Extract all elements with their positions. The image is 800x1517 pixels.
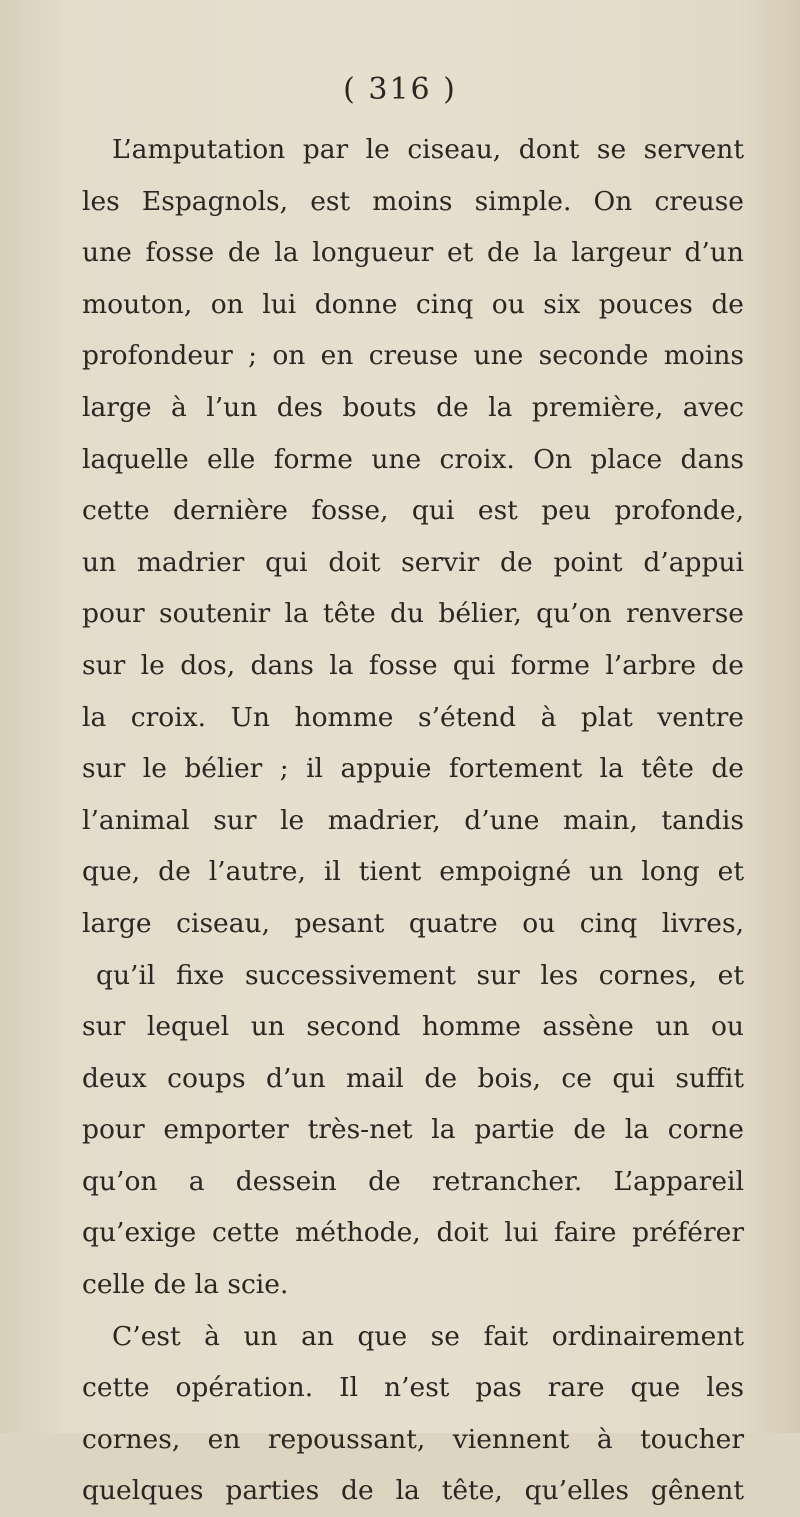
body-text xyxy=(82,124,744,1517)
text-line: cette dernière fosse, qui est peu profonde, xyxy=(82,495,744,527)
text-line: sur le dos, dans la fosse qui forme l’arbre de xyxy=(82,649,744,681)
text-line: cornes, en repoussant, viennent à toucher xyxy=(82,1423,744,1455)
text-line: C’est à un an que se fait ordinairement xyxy=(112,1320,744,1352)
text-line: profondeur ; on en creuse une seconde moins xyxy=(82,340,744,372)
text-line: mouton, on lui donne cinq ou six pouces de xyxy=(82,288,744,320)
text-line: que, de l’autre, il tient empoigné un long et xyxy=(82,856,744,888)
text-line: la croix. Un homme s’étend à plat ventre xyxy=(82,701,744,733)
text-line: pour emporter très-net la partie de la corne xyxy=(82,1114,744,1146)
text-line: large ciseau, pesant quatre ou cinq livres, xyxy=(82,907,744,939)
text-line: quelques parties de la tête, qu’elles gênent xyxy=(82,1475,744,1507)
text-line: une fosse de la longueur et de la largeur d’un xyxy=(82,237,744,269)
text-line: sur lequel un second homme assène un ou xyxy=(82,1011,744,1043)
text-line: large à l’un des bouts de la première, avec xyxy=(82,391,744,423)
text-line: qu’il fixe successivement sur les cornes, et xyxy=(96,959,744,991)
page-number-header: ( 316 ) xyxy=(343,72,457,107)
text-line: laquelle elle forme une croix. On place dans xyxy=(82,443,744,475)
text-line: celle de la scie. xyxy=(82,1269,289,1301)
text-line: cette opération. Il n’est pas rare que les xyxy=(82,1372,744,1404)
text-line: L’amputation par le ciseau, dont se servent xyxy=(112,134,744,165)
text-line: sur le bélier ; il appuie fortement la tête de xyxy=(82,753,744,785)
text-line: un madrier qui doit servir de point d’appui xyxy=(82,546,744,578)
text-line: pour soutenir la tête du bélier, qu’on renverse xyxy=(82,598,744,630)
text-line: l’animal sur le madrier, d’une main, tandis xyxy=(82,804,744,836)
text-line: deux coups d’un mail de bois, ce qui suffit xyxy=(82,1062,744,1094)
text-line: qu’exige cette méthode, doit lui faire préférer xyxy=(82,1217,744,1249)
text-line: les Espagnols, est moins simple. On creuse xyxy=(82,185,744,217)
text-line: qu’on a dessein de retrancher. L’appareil xyxy=(82,1165,744,1197)
